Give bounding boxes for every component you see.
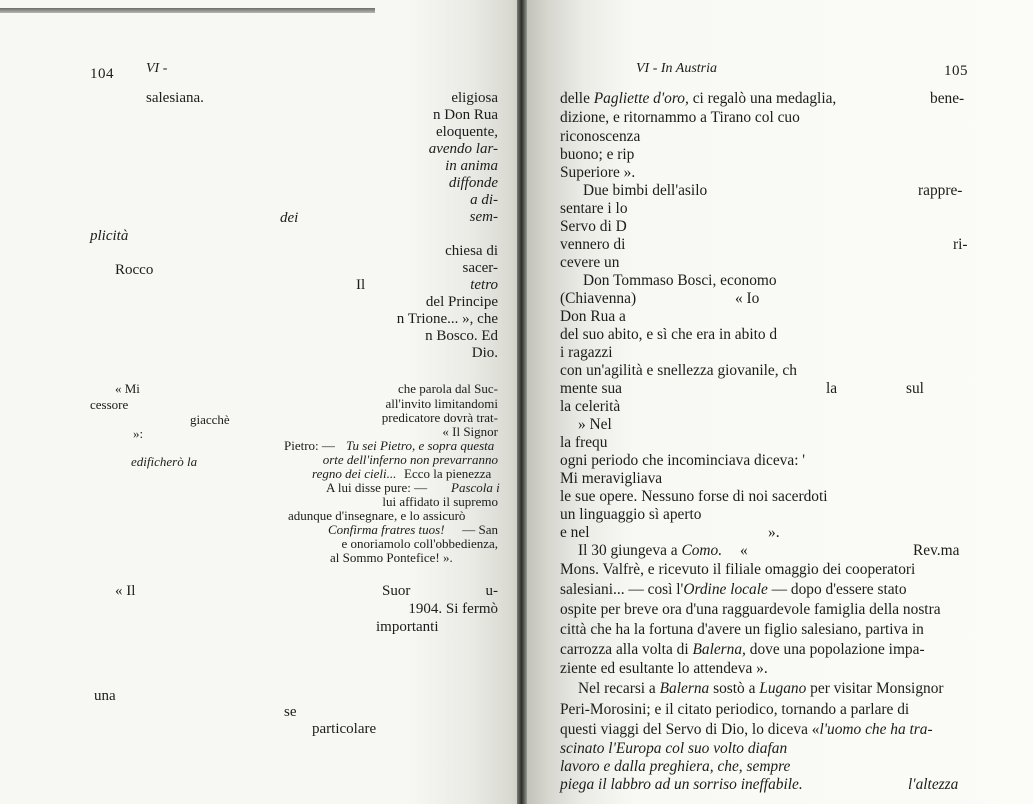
text-line: — San [462, 522, 498, 537]
text-line: particolare [312, 721, 377, 737]
text-line: 1904. Si fermò [408, 601, 498, 617]
text-line: n Don Rua [433, 107, 498, 123]
text-line: Dio. [471, 345, 498, 361]
text-line: importanti [376, 619, 439, 635]
text-line: all'invito limitandomi [385, 396, 498, 411]
text-line: la frequ [560, 434, 608, 451]
text-line: se [284, 704, 297, 720]
text-line: « Mi [115, 381, 140, 396]
text-line: Ecco la pienezza [404, 466, 492, 481]
text-line: salesiana. [146, 90, 204, 106]
text-line: scinato l'Europa col suo volto diafan [560, 740, 788, 757]
text-run: per visitar Monsignor [810, 680, 944, 697]
text-line: Il [356, 277, 366, 293]
text-line: piega il labbro ad un sorriso ineffabile. [560, 776, 803, 793]
text-line: a di- [470, 192, 498, 208]
text-line: una [94, 688, 116, 704]
text-line [560, 90, 836, 107]
text-line: la celerità [560, 398, 621, 415]
text-line: Tu sei Pietro, e sopra questa [346, 438, 495, 453]
text-line: diffonde [448, 175, 498, 191]
text-line: sacer- [462, 260, 498, 276]
text-line: Don Rua a [560, 308, 626, 325]
text-run: salesiani... — così l' [560, 581, 684, 598]
text-line: « Io [735, 290, 760, 307]
text-line: ri- [953, 236, 968, 253]
text-line: riconoscenza [560, 128, 641, 145]
text-line: vennero di [560, 236, 626, 253]
text-run: delle [560, 90, 590, 107]
left-running-head: VI - [146, 61, 168, 76]
text-line: i ragazzi [560, 344, 613, 361]
text-line: e onoriamolo coll'obbedienza, [341, 536, 498, 551]
text-line: « Il [115, 583, 136, 599]
text-line: che parola dal Suc- [398, 381, 498, 396]
text-run: ci regalò una medaglia, [692, 90, 837, 107]
text-line [578, 542, 748, 559]
text-line: dizione, e ritornammo a Tirano col cuo [560, 109, 800, 126]
text-line: Due bimbi dell'asilo [583, 182, 708, 199]
text-line: ziente ed esultante lo attendeva ». [560, 660, 768, 677]
text-line: dei [280, 210, 299, 226]
text-run: Nel recarsi a [578, 680, 656, 697]
text-line: Pascola i [451, 480, 500, 495]
text-line: sentare i lo [560, 200, 628, 217]
text-line: con un'agilità e snellezza giovanile, ch [560, 362, 797, 379]
text-line: sul [906, 380, 924, 397]
text-line: »: [133, 426, 144, 441]
text-line: predicatore dovrà trat- [381, 410, 498, 425]
text-line: giacchè [190, 412, 230, 427]
text-line: plicità [90, 228, 129, 244]
text-line: sem- [469, 209, 498, 225]
text-line: adunque d'insegnare, e lo assicurò [288, 508, 466, 523]
text-run: carrozza alla volta di [560, 641, 689, 658]
text-line: città che ha la fortuna d'avere un figlio salesiano, partiva in [560, 621, 924, 638]
right-page-number: 105 [944, 63, 968, 79]
text-line: ». [768, 524, 780, 541]
text-run: Balerna, [692, 641, 746, 658]
text-line: Pietro: — [284, 438, 335, 453]
text-line: ogni periodo che incominciava diceva: ' [560, 452, 806, 469]
text-run: questi viaggi del Servo di Dio, lo diceva « [560, 721, 820, 738]
top-edge-shadow [0, 8, 375, 13]
text-line: edificherò la [131, 454, 198, 469]
text-line [578, 680, 944, 697]
text-run: « [739, 542, 748, 559]
text-line: cessore [90, 397, 129, 412]
book-gutter [517, 0, 527, 804]
text-line: Servo di D [560, 218, 627, 235]
text-line: Don Tommaso Bosci, economo [583, 272, 777, 289]
text-line: del suo abito, e sì che era in abito d [560, 326, 778, 343]
text-run: l'uomo che ha tra- [819, 721, 933, 738]
text-run: Lugano [759, 680, 807, 697]
text-line: l'altezza [908, 776, 959, 793]
text-line: ospite per breve ora d'una ragguardevole famiglia della nostra [560, 601, 941, 618]
text-run: Ordine locale [683, 581, 768, 598]
text-line: lavoro e dalla preghiera, che, sempre [560, 758, 791, 775]
text-line: mente sua [560, 380, 622, 397]
text-line: rappre- [918, 182, 963, 199]
text-line: n Bosco. Ed [425, 328, 498, 344]
text-line [560, 720, 966, 740]
text-line: del Principe [425, 294, 498, 310]
text-line: eligiosa [451, 90, 498, 106]
text-line: Peri-Morosini; e il citato periodico, tornando a parlare di [560, 701, 910, 718]
right-running-head: VI - In Austria [636, 61, 718, 76]
text-line: in anima [445, 158, 498, 174]
text-run: dove una popolazione impa- [749, 641, 925, 658]
text-line: n Trione... », che [396, 311, 498, 327]
text-line: buono; e rip [560, 146, 635, 163]
text-line: chiesa di [445, 243, 498, 259]
text-line: Rev.ma [913, 542, 960, 559]
text-line: la [826, 380, 838, 397]
text-line: lui affidato il supremo [382, 494, 498, 509]
text-run: Pagliette d'oro, [593, 90, 689, 107]
text-line: un linguaggio sì aperto [560, 506, 702, 523]
text-line: « Il Signor [442, 424, 498, 439]
text-line: Superiore ». [560, 164, 636, 181]
text-line: bene- [930, 90, 965, 107]
text-run: Balerna [659, 680, 710, 697]
text-line: e nel [560, 524, 590, 541]
text-line: Rocco [115, 262, 154, 278]
text-line: Suor [382, 583, 411, 599]
text-run: sostò a [713, 680, 756, 697]
text-line: al Sommo Pontefice! ». [330, 550, 453, 565]
left-page-number: 104 [90, 66, 114, 82]
text-run: Il 30 giungeva a [578, 542, 678, 559]
text-line: avendo lar- [428, 141, 498, 157]
text-line: (Chiavenna) [560, 290, 637, 307]
text-line: tetro [470, 277, 498, 293]
text-line: regno dei cieli... [312, 466, 397, 481]
text-run: Como. [681, 542, 723, 559]
text-line: Mi meravigliava [560, 470, 663, 487]
text-line: » Nel [578, 416, 612, 433]
text-run: — dopo d'essere stato [771, 581, 907, 598]
text-line: u- [485, 583, 498, 599]
text-line: le sue opere. Nessuno forse di noi sacerdoti [560, 488, 828, 505]
text-line: cevere un [560, 254, 620, 271]
text-line: orte dell'inferno non prevarranno [322, 452, 498, 467]
text-line: Mons. Valfrè, e ricevuto il filiale omaggio dei cooperatori [560, 561, 916, 578]
text-line: eloquente, [435, 124, 498, 140]
text-line [560, 640, 966, 660]
text-line: A lui disse pure: — [326, 480, 428, 495]
text-line [560, 580, 966, 600]
text-line: Confirma fratres tuos! [328, 522, 445, 537]
